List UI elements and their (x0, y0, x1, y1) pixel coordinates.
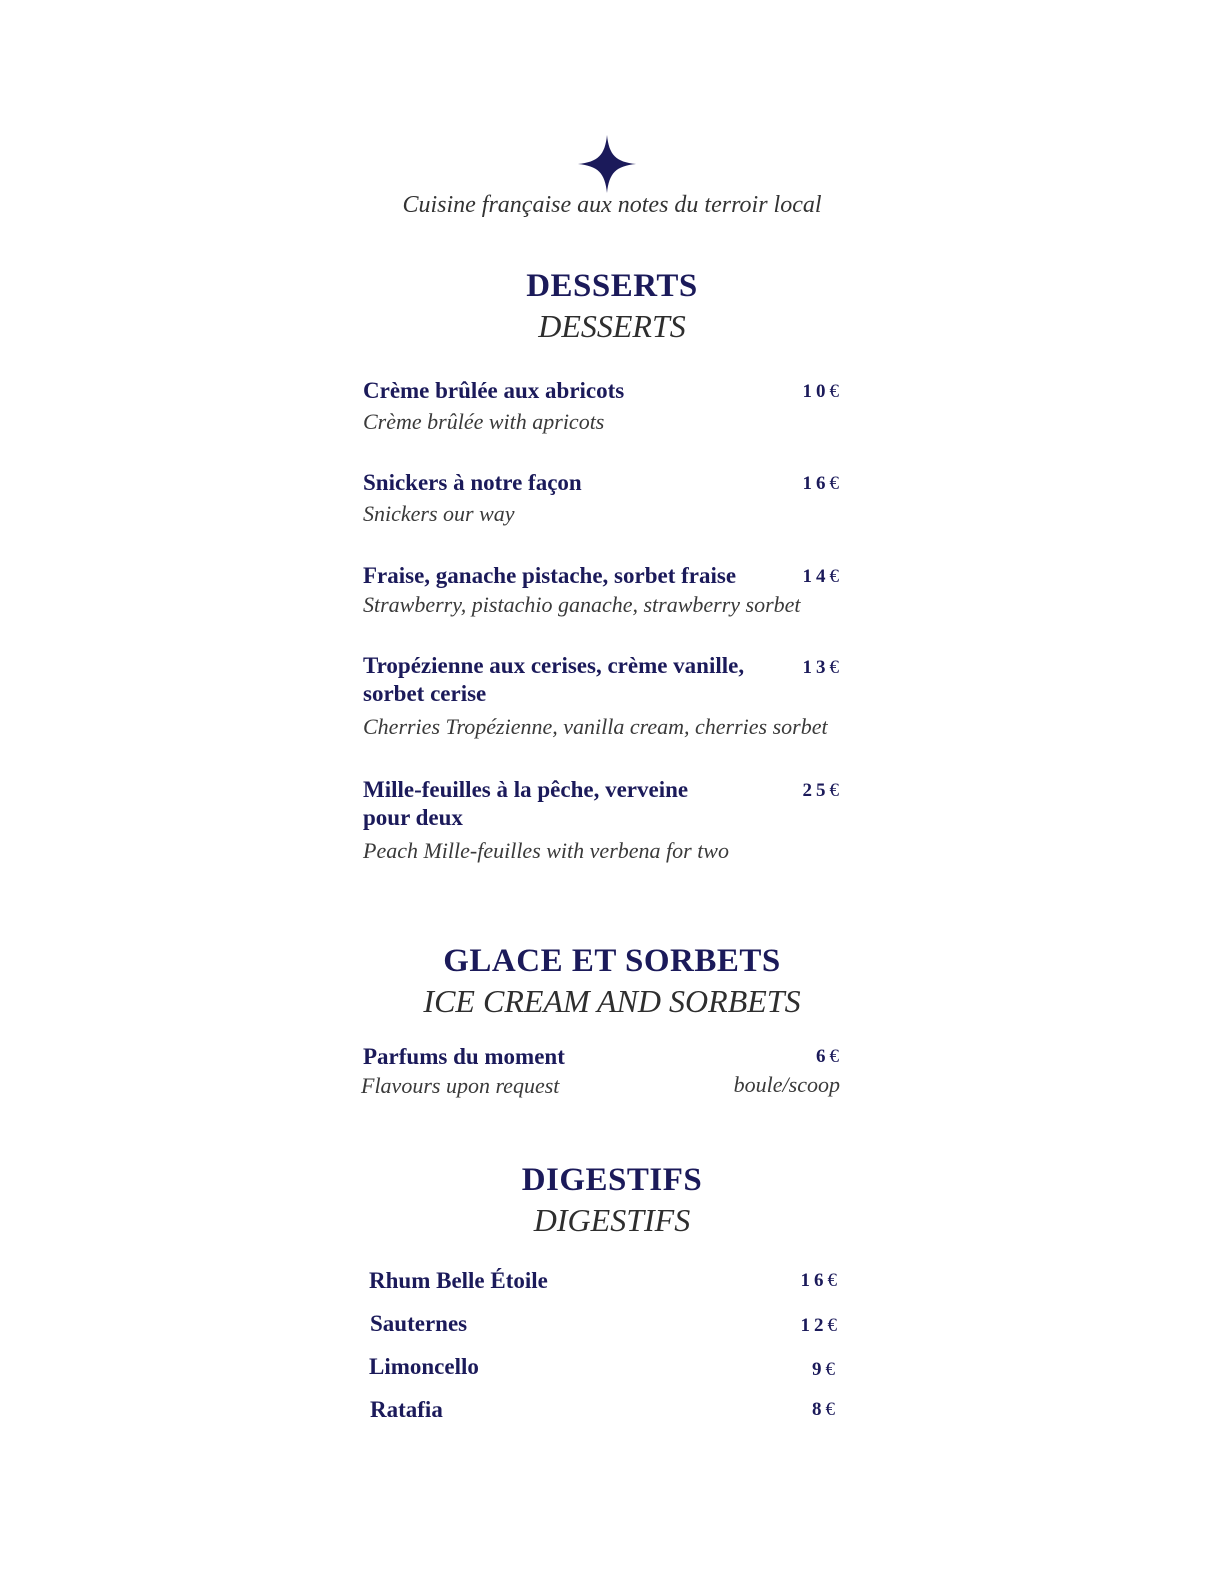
item-name: Parfums du moment (363, 1044, 565, 1069)
item-price: 13€ (802, 657, 839, 678)
four-point-star-icon (578, 135, 636, 193)
price-unit: boule/scoop (733, 1072, 840, 1097)
item-description: Flavours upon request (361, 1073, 560, 1098)
section-subtitle-glaces: ICE CREAM AND SORBETS (423, 983, 801, 1019)
item-price: 12€ (800, 1315, 837, 1336)
item-name: Snickers à notre façon (363, 470, 582, 495)
section-title-digestifs: DIGESTIFS (521, 1162, 703, 1198)
item-price: 6€ (816, 1046, 839, 1067)
item-name: Crème brûlée aux abricots (363, 378, 625, 403)
item-price: 25€ (802, 780, 839, 801)
item-price: 10€ (802, 381, 839, 402)
item-name: Limoncello (369, 1354, 479, 1379)
item-name: Rhum Belle Étoile (369, 1268, 548, 1293)
item-description: Cherries Tropézienne, vanilla cream, cherries sorbet (363, 714, 828, 739)
item-name: Ratafia (370, 1397, 443, 1422)
item-name: Tropézienne aux cerises, crème vanille, sorbet cerise (363, 653, 745, 706)
item-name: Mille-feuilles à la pêche, verveine pour deux (363, 777, 689, 830)
section-title-glaces: GLACE ET SORBETS (443, 943, 781, 979)
item-description: Snickers our way (363, 501, 515, 526)
item-name: Sauternes (370, 1311, 468, 1336)
item-price: 16€ (802, 473, 839, 494)
section-subtitle-desserts: DESSERTS (538, 308, 686, 344)
item-name: Fraise, ganache pistache, sorbet fraise (363, 563, 737, 588)
item-description: Strawberry, pistachio ganache, strawberry sorbet (363, 592, 801, 617)
section-subtitle-digestifs: DIGESTIFS (533, 1202, 691, 1238)
item-description: Crème brûlée with apricots (363, 409, 605, 434)
tagline: Cuisine française aux notes du terroir local (402, 192, 822, 218)
item-description: Peach Mille-feuilles with verbena for two (363, 838, 729, 863)
item-price: 8€ (812, 1399, 835, 1420)
section-title-desserts: DESSERTS (526, 268, 698, 304)
item-price: 16€ (800, 1270, 837, 1291)
item-price: 9€ (812, 1359, 835, 1380)
item-price: 14€ (802, 566, 839, 587)
